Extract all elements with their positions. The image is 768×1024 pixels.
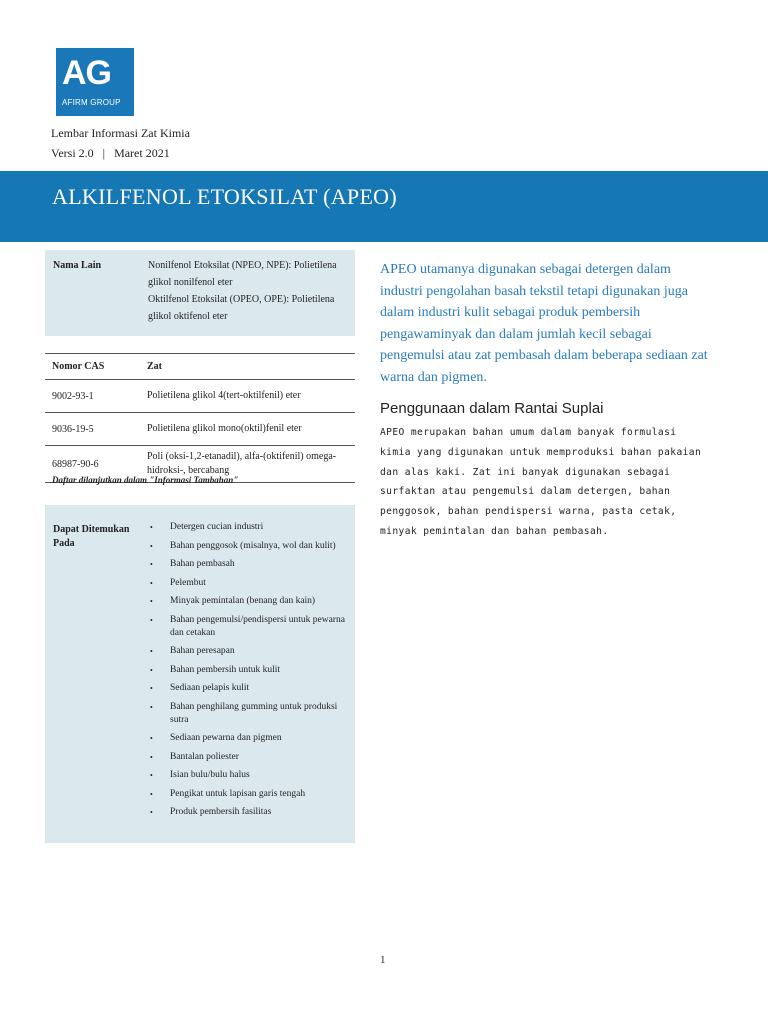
list-item: • Sediaan pelapis kulit — [150, 682, 350, 695]
document-version: Versi 2.0 | Maret 2021 — [51, 146, 170, 160]
logo-group-name: AFIRM GROUP — [62, 98, 121, 107]
list-item: • Bahan peresapan — [150, 645, 350, 658]
logo-mark: AG — [62, 54, 111, 92]
substance-cell: Polietilena glikol mono(oktil)fenil eter — [147, 413, 355, 446]
substance-cell: Polietilena glikol 4(tert-oktilfenil) eter — [147, 380, 355, 413]
list-item: • Bahan pembersih untuk kulit — [150, 664, 350, 677]
substance-cell: Poli (oksi-1,2-etanadil), alfa-(oktifenil) omega-hidroksi-, bercabang — [147, 446, 355, 483]
list-item: • Produk pembersih fasilitas — [150, 806, 350, 819]
substance-header: Zat — [147, 354, 355, 380]
supply-chain-heading: Penggunaan dalam Rantai Suplai — [380, 400, 604, 417]
list-item: • Pelembut — [150, 577, 350, 590]
other-names-value — [148, 257, 348, 325]
cas-number-cell: 9036-19-5 — [45, 413, 147, 446]
list-item: • Bahan pembasah — [150, 558, 350, 571]
cas-number-header: Nomor CAS — [45, 354, 147, 380]
found-in-list — [150, 521, 350, 825]
list-item: • Minyak pemintalan (benang dan kain) — [150, 595, 350, 608]
list-item: • Pengikat untuk lapisan garis tengah — [150, 788, 350, 801]
cas-table — [45, 353, 355, 483]
page-number: 1 — [380, 954, 386, 966]
cas-number-cell: 9002-93-1 — [45, 380, 147, 413]
table-header-row — [45, 354, 355, 380]
supply-chain-body: APEO merupakan bahan umum dalam banyak formulasi kimia yang digunakan untuk memproduksi bahan pakaian dan alas kaki. Zat ini banyak digunakan sebagai surfaktan atau pengemulsi dalam detergen, bahan penggosok, bahan pendispersi warna, pasta cetak, minyak pemintalan dan bahan pembasah. — [380, 427, 702, 537]
other-name-line: Nonilfenol Etoksilat (NPEO, NPE): Polietilena glikol nonilfenol eter — [148, 260, 337, 288]
list-item: • Bahan penggosok (misalnya, wol dan kulit) — [150, 540, 350, 553]
afirm-logo — [56, 48, 134, 116]
other-names-label: Nama Lain — [53, 260, 102, 271]
other-name-line: Oktilfenol Etoksilat (OPEO, OPE): Polietilena glikol oktifenol eter — [148, 294, 335, 322]
page-title: ALKILFENOL ETOKSILAT (APEO) — [52, 184, 397, 209]
list-item: • Bahan penghilang gumming untuk produksi sutra — [150, 701, 350, 727]
intro-paragraph: APEO utamanya digunakan sebagai detergen dalam industri pengolahan basah tekstil tetapi digunakan juga dalam industri kulit sebagai produk pembersih pengawaminyak dan dalam jumlah kecil sebagai pengemulsi atau zat pembasah dalam beberapa sediaan zat warna dan pigmen. — [380, 262, 708, 385]
list-item: • Bahan pengemulsi/pendispersi untuk pewarna dan cetakan — [150, 614, 350, 640]
document-type: Lembar Informasi Zat Kimia — [51, 126, 190, 140]
continued-note: Daftar dilanjutkan dalam "Informasi Tambahan" — [52, 475, 239, 485]
table-row — [45, 413, 355, 446]
list-item: • Bantalan poliester — [150, 751, 350, 764]
table-row — [45, 380, 355, 413]
list-item: • Detergen cucian industri — [150, 521, 350, 534]
found-in-label: Dapat Ditemukan Pada — [53, 524, 130, 549]
list-item: • Sediaan pewarna dan pigmen — [150, 732, 350, 745]
cas-number-cell: 68987-90-6 — [45, 446, 147, 483]
list-item: • Isian bulu/bulu halus — [150, 769, 350, 782]
